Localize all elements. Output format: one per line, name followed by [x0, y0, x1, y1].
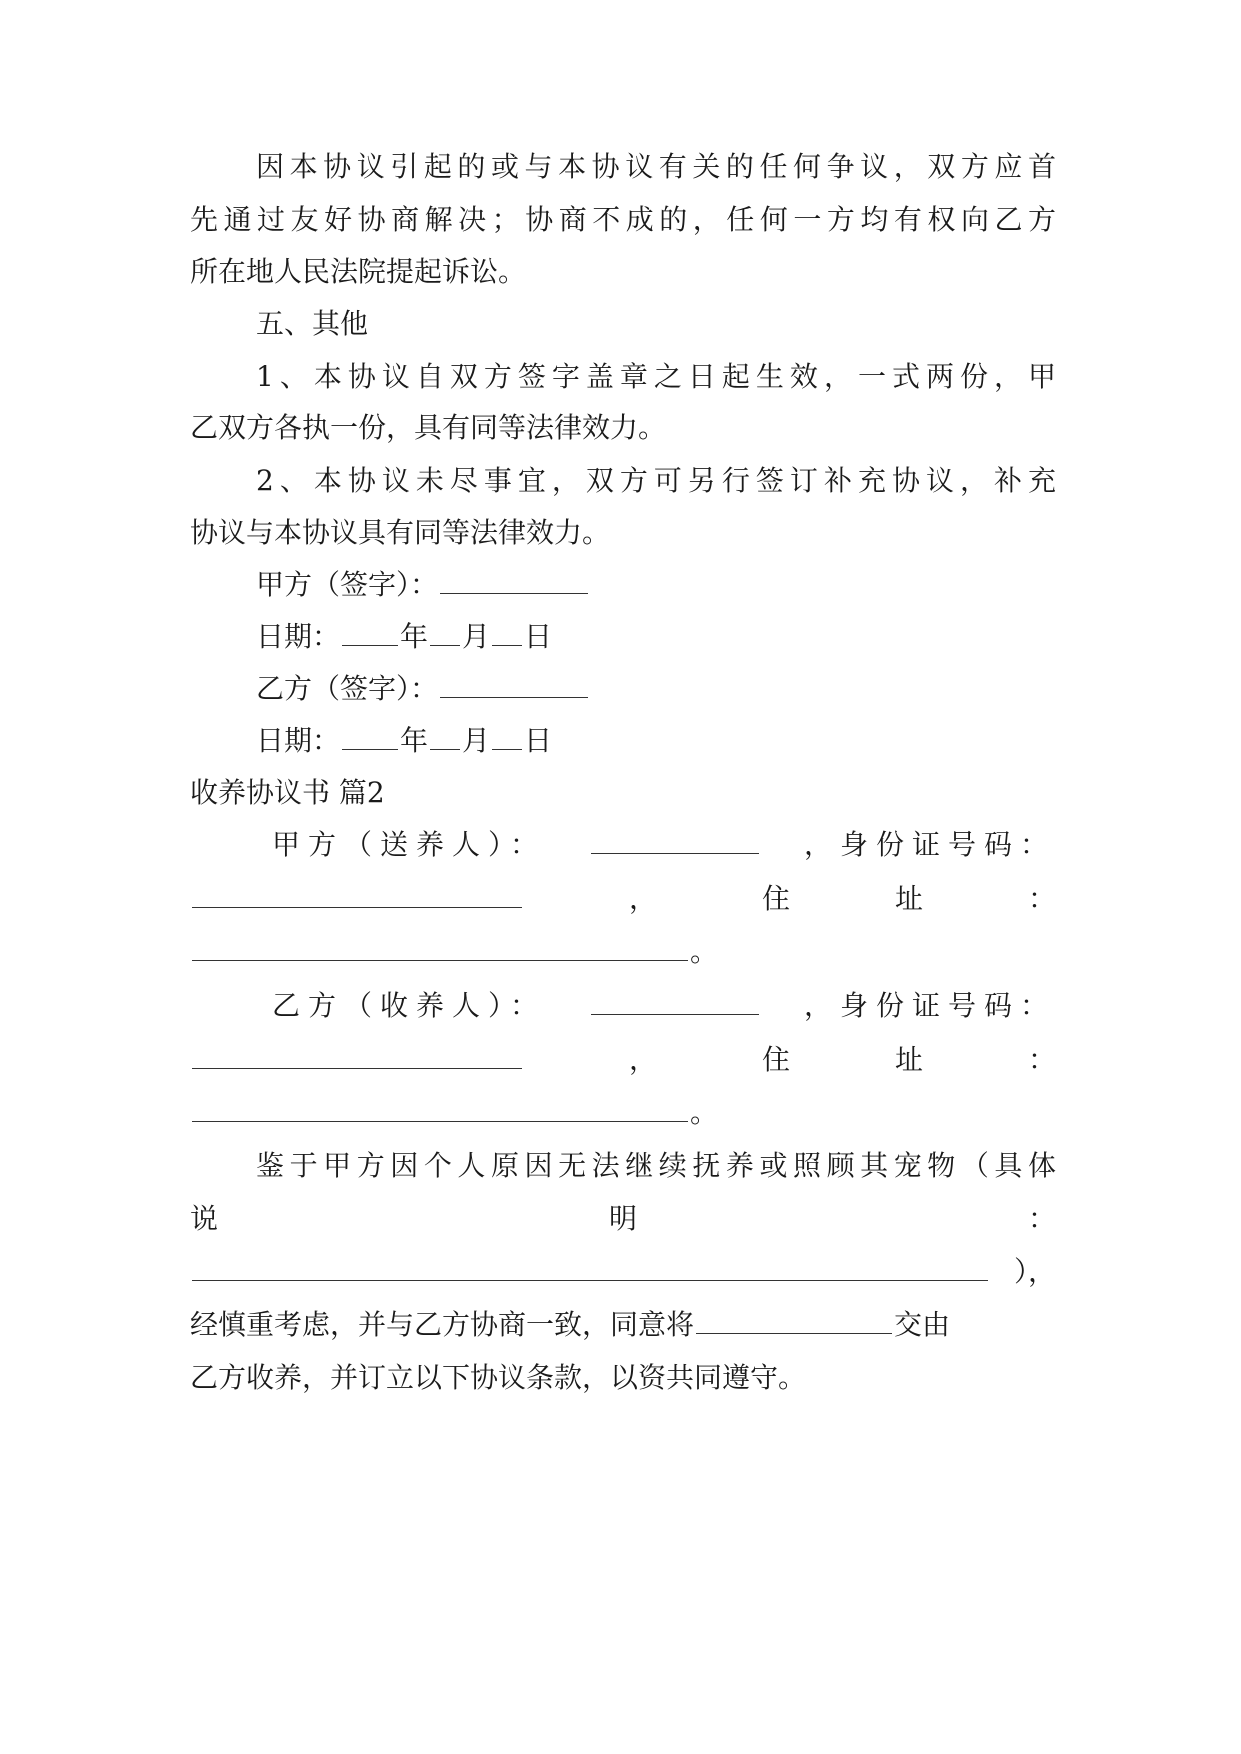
- comma: ，: [628, 882, 657, 915]
- intro-line-3: [190, 1252, 1056, 1292]
- party-b-day-blank[interactable]: [492, 723, 522, 750]
- address-label-part: 址: [894, 1043, 923, 1076]
- intro-line-4: [190, 1305, 1056, 1345]
- party-a-year-blank[interactable]: [342, 619, 398, 646]
- party-a-month-blank[interactable]: [430, 619, 460, 646]
- dispute-paragraph-line-2: 先通过友好协商解决；协商不成的，任何一方均有权向乙方: [190, 203, 1056, 236]
- section-title: 收养协议书 篇2: [190, 776, 385, 809]
- colon: ：: [1027, 1202, 1056, 1235]
- party-a-line-2: [190, 879, 1056, 919]
- item-2-line-2: 协议与本协议具有同等法律效力。: [190, 516, 611, 549]
- party-a-name-blank[interactable]: [591, 827, 759, 854]
- month-label: 月: [462, 620, 491, 653]
- party-a-signature-line: [256, 565, 1056, 605]
- intro-line-1: 鉴于甲方因个人原因无法继续抚养或照顾其宠物（具体: [256, 1149, 1056, 1182]
- party-b-signature-line: [256, 669, 1056, 709]
- month-label: 月: [462, 724, 491, 757]
- party-a-address-blank[interactable]: [192, 934, 688, 961]
- party-a-date-label: 日期：: [256, 620, 341, 653]
- pet-description-blank[interactable]: [192, 1254, 988, 1281]
- year-label: 年: [400, 620, 429, 653]
- year-label: 年: [400, 724, 429, 757]
- dispute-paragraph-line-1: 因本协议引起的或与本协议有关的任何争议，双方应首: [256, 150, 1056, 183]
- day-label: 日: [524, 724, 553, 757]
- period: 。: [690, 935, 719, 968]
- dispute-paragraph-line-3: 所在地人民法院提起诉讼。: [190, 255, 527, 288]
- party-b-line-3: [190, 1093, 1056, 1133]
- party-b-id-label: ，身份证号码：: [803, 989, 1056, 1022]
- party-b-line-2: [190, 1040, 1056, 1080]
- colon: ：: [1027, 1043, 1056, 1076]
- intro-line-5: 乙方收养，并订立以下协议条款，以资共同遵守。: [190, 1361, 807, 1394]
- party-b-id-blank[interactable]: [192, 1042, 522, 1069]
- party-b-address-blank[interactable]: [192, 1095, 688, 1122]
- item-2-line-1: 2、本协议未尽事宜，双方可另行签订补充协议，补充: [256, 464, 1056, 497]
- party-a-label: 甲方（送养人）：: [272, 828, 547, 861]
- intro-line-2: [190, 1199, 1056, 1239]
- item-1-line-2: 乙双方各执一份，具有同等法律效力。: [190, 411, 667, 444]
- intro-text: 经慎重考虑，并与乙方协商一致，同意将: [190, 1308, 695, 1341]
- party-b-signature-blank[interactable]: [440, 671, 588, 698]
- party-a-id-blank[interactable]: [192, 881, 522, 908]
- party-b-date-line: [256, 721, 1056, 761]
- party-b-name-blank[interactable]: [591, 988, 759, 1015]
- party-a-day-blank[interactable]: [492, 619, 522, 646]
- party-a-line-3: [190, 932, 1056, 972]
- colon: ：: [1027, 882, 1056, 915]
- party-a-id-label: ，身份证号码：: [803, 828, 1056, 861]
- party-b-date-label: 日期：: [256, 724, 341, 757]
- intro-text: 交由: [894, 1308, 951, 1341]
- party-b-signature-label: 乙方（签字）：: [256, 672, 439, 705]
- address-label-part: 住: [761, 1043, 790, 1076]
- address-label-part: 址: [894, 882, 923, 915]
- party-b-label: 乙方（收养人）：: [272, 989, 547, 1022]
- pet-name-blank[interactable]: [696, 1307, 892, 1334]
- intro-word: 说: [190, 1202, 219, 1235]
- party-b-month-blank[interactable]: [430, 723, 460, 750]
- comma: ，: [628, 1043, 657, 1076]
- party-b-year-blank[interactable]: [342, 723, 398, 750]
- period: 。: [690, 1096, 719, 1129]
- party-a-signature-label: 甲方（签字）：: [256, 568, 439, 601]
- address-label-part: 住: [761, 882, 790, 915]
- intro-word: 明: [608, 1202, 637, 1235]
- party-a-signature-blank[interactable]: [440, 567, 588, 594]
- closing-paren: ），: [1013, 1255, 1056, 1288]
- day-label: 日: [524, 620, 553, 653]
- party-a-date-line: [256, 617, 1056, 657]
- section-heading-other: 五、其他: [256, 307, 369, 340]
- party-b-line-1: [272, 986, 1056, 1026]
- party-a-line-1: [272, 825, 1056, 865]
- item-1-line-1: 1、本协议自双方签字盖章之日起生效，一式两份，甲: [256, 360, 1056, 393]
